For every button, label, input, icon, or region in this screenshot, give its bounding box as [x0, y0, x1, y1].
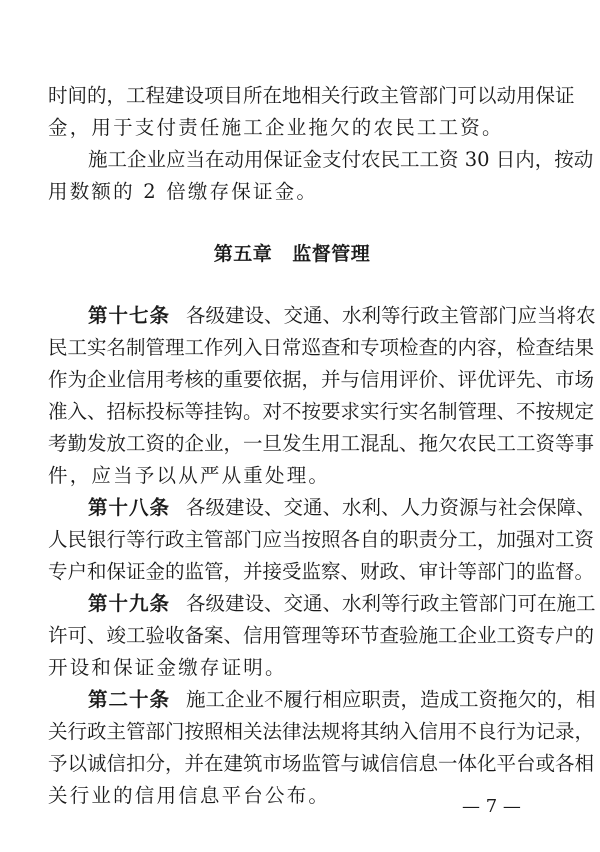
article-label: 第二十条	[88, 688, 171, 711]
article-line: 人民银行等行政主管部门应当按照各自的职责分工，加强对工资	[48, 528, 595, 551]
article-line: 关行政主管部门按照相关法律法规将其纳入信用不良行为记录，	[48, 720, 595, 743]
article-18	[48, 492, 596, 588]
article-first-line	[48, 684, 596, 716]
article-first-line	[48, 588, 596, 620]
page-number: — 7 —	[462, 796, 521, 817]
article-label: 第十八条	[88, 496, 171, 519]
article-19	[48, 588, 596, 684]
article-first-line	[48, 300, 596, 332]
article-17	[48, 300, 596, 492]
article-label: 第十七条	[88, 304, 171, 327]
article-label: 第十九条	[88, 592, 171, 615]
article-line: 件，应当予以从严从重处理。	[48, 464, 331, 487]
article-text: 各级建设、交通、水利等行政主管部门可在施工	[186, 592, 596, 615]
paragraph-deposit-line: 施工企业应当在动用保证金支付农民工工资 30 日内，按动	[88, 148, 594, 171]
article-20	[48, 684, 596, 812]
article-line: 许可、竣工验收备案、信用管理等环节查验施工企业工资专户的	[48, 624, 595, 647]
article-line: 专户和保证金的监管，并接受监察、财政、审计等部门的监督。	[48, 560, 595, 583]
article-line: 民工实名制管理工作列入日常巡查和专项检查的内容，检查结果	[48, 336, 595, 359]
chapter-heading	[48, 238, 536, 270]
article-line: 考勤发放工资的企业，一旦发生用工混乱、拖欠农民工工资等事	[48, 432, 595, 455]
article-line: 予以诚信扣分，并在建筑市场监管与诚信信息一体化平台或各相	[48, 752, 595, 775]
paragraph-continuation-line: 时间的，工程建设项目所在地相关行政主管部门可以动用保证	[48, 84, 575, 107]
article-text: 施工企业不履行相应职责，造成工资拖欠的，相	[186, 688, 596, 711]
article-text: 各级建设、交通、水利、人力资源与社会保障、	[186, 496, 596, 519]
article-first-line	[48, 492, 596, 524]
article-line: 开设和保证金缴存证明。	[48, 656, 287, 679]
paragraph-continuation-line: 金，用于支付责任施工企业拖欠的农民工工资。	[48, 116, 504, 139]
article-line: 作为企业信用考核的重要依据，并与信用评价、评优评先、市场	[48, 368, 595, 391]
paragraph-deposit-line: 用数额的 2 倍缴存保证金。	[48, 180, 319, 203]
article-line: 准入、招标投标等挂钩。对不按要求实行实名制管理、不按规定	[48, 400, 595, 423]
article-line: 关行业的信用信息平台公布。	[48, 784, 331, 807]
document-page	[48, 80, 596, 812]
chapter-number: 第五章	[213, 243, 273, 265]
article-text: 各级建设、交通、水利等行政主管部门应当将农	[186, 304, 596, 327]
chapter-title: 监督管理	[292, 243, 371, 265]
